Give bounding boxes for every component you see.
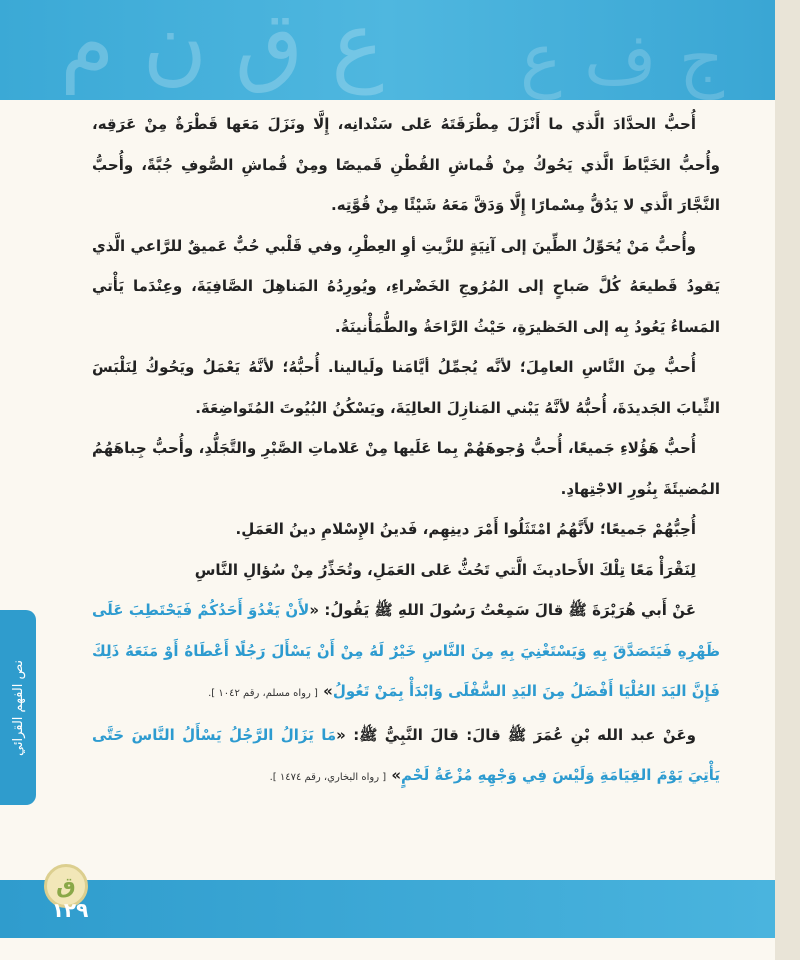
page-edge xyxy=(775,0,800,960)
hadith-reference: [ رواه البخاري، رقم ١٤٧٤ ]. xyxy=(269,772,387,783)
logo-glyph: ق xyxy=(56,873,76,899)
hadith-reference: [ رواه مسلم، رقم ١٠٤٢ ]. xyxy=(208,688,318,699)
hadith-text: مَا يَزَالُ الرَّجُلُ يَسْأَلُ النَّاسَ حَتَّى يَأْتِيَ يَوْمَ القِيَامَةِ وَلَيْسَ فِي وَجْهِهِ مُزْعَةُ لَحْمٍ xyxy=(92,725,720,784)
bottom-decorative-band xyxy=(0,880,775,938)
paragraph: أُحبُّ هَؤُلاءِ جَميعًا، أُحبُّ وُجوهَهُمْ بِما عَلَيها مِنْ عَلاماتِ الصَّبْرِ والتَّجَلُّدِ، وأُحبُّ جِباهَهُمُ المُضيئَةَ بِنُورِ الاجْتِهادِ. xyxy=(92,439,720,498)
hadith-intro: وعَنْ عبد الله بْنِ عُمَرَ ﷺ قالَ: قالَ النَّبِيُّ ﷺ: « xyxy=(336,725,696,744)
section-side-tab xyxy=(0,610,36,805)
arabic-letter-pattern-icon: ج ف ع xyxy=(520,18,725,100)
arabic-letter-pattern-icon: ع ق ن م xyxy=(60,0,384,95)
paragraph: أُحبُّ الحدَّادَ الَّذي ما أَنْزَلَ مِطْرَقَتَهُ عَلى سَنْدانِه، إِلَّا ونَزَلَ مَعَها قَطْرَةٌ مِنْ عَرَقِه، وأُحبُّ الخَيَّاطَ الَّذي يَحُوكُ مِنْ قُماشِ القُطْنِ قَميصًا ومِنْ قُماشِ الصُّوفِ جُبَّةً، وأُحبُّ النَّجَّارَ الَّذي لا يَدُقُّ مِسْمارًا إِلَّا وَدَقَّ مَعَهُ شَيْئًا مِنْ قُوَّتِه. xyxy=(92,115,720,214)
reading-text xyxy=(92,104,720,799)
paragraph: أُحِبُّهُمْ جَميعًا؛ لأَنَّهُمُ امْتَثَلُوا أَمْرَ دينِهِم، فَدينُ الإِسْلامِ دينُ العَمَلِ. xyxy=(235,520,696,538)
hadith-paragraph xyxy=(92,715,720,799)
paragraph: لِنَقْرَأْ مَعًا تِلْكَ الأَحاديثَ الَّتي تَحُثُّ عَلى العَمَلِ، وتُحَذِّرُ مِنْ سُؤالِ النَّاسِ xyxy=(194,560,696,579)
top-decorative-band xyxy=(0,0,775,100)
paragraph: أُحبُّ مِنَ النَّاسِ العامِلَ؛ لأنَّه يُجمِّلُ أيَّامَنا ولَيالينا. أُحبُّهُ؛ لأنَّهُ يَعْمَلُ ويَحُوكُ لِنَلْبَسَ الثِّيابَ الجَديدَةَ، أُحبُّهُ لأنَّهُ يَبْني المَنازِلَ العالِيَةَ، ويَسْكُنُ البُيُوتَ المُتَواضِعَةَ. xyxy=(92,358,720,417)
page-number: ١٢٩ xyxy=(51,898,89,922)
section-side-tab-label: نص الفهم القرائي xyxy=(10,659,26,756)
hadith-text: لأَنْ يَغْدُوَ أَحَدُكُمْ فَيَحْتَطِبَ عَلَى ظَهْرِهِ فَيَتَصَدَّقَ بِهِ وَيَسْتَغْنِيَ بِهِ مِنَ النَّاسِ خَيْرٌ لَهُ مِنْ أَنْ يَسْأَلَ رَجُلًا أَعْطَاهُ أَوْ مَنَعَهُ ذَلِكَ فَإِنَّ اليَدَ العُلْيَا أَفْضَلُ مِنَ اليَدِ السُّفْلَى وَابْدَأْ بِمَنْ تَعُولُ xyxy=(92,601,720,700)
hadith-intro: عَنْ أَبي هُرَيْرَةَ ﷺ قالَ سَمِعْتُ رَسُولَ اللهِ ﷺ يَقُولُ: « xyxy=(309,601,696,619)
hadith-close: » xyxy=(391,766,402,784)
hadith-paragraph xyxy=(92,590,720,715)
hadith-close: » xyxy=(323,682,333,700)
paragraph: وأُحبُّ مَنْ يُحَوِّلُ الطِّينَ إلى آنِيَةٍ للزَّيتِ أوِ العِطْرِ، وفي قَلْبي حُبٌّ عَميقٌ للرَّاعي الَّذي يَقودُ قَطيعَهُ كُلَّ صَباحٍ إلى المُرُوجِ الخَضْراءِ، ويُورِدُهُ المَناهِلَ الصَّافِيَةَ، وعِنْدَما يَأْتي المَساءُ يَعُودُ بِه إلى الحَظيرَةِ، حَيْثُ الرَّاحَةُ والطُّمَأْنينَةُ. xyxy=(92,236,720,336)
